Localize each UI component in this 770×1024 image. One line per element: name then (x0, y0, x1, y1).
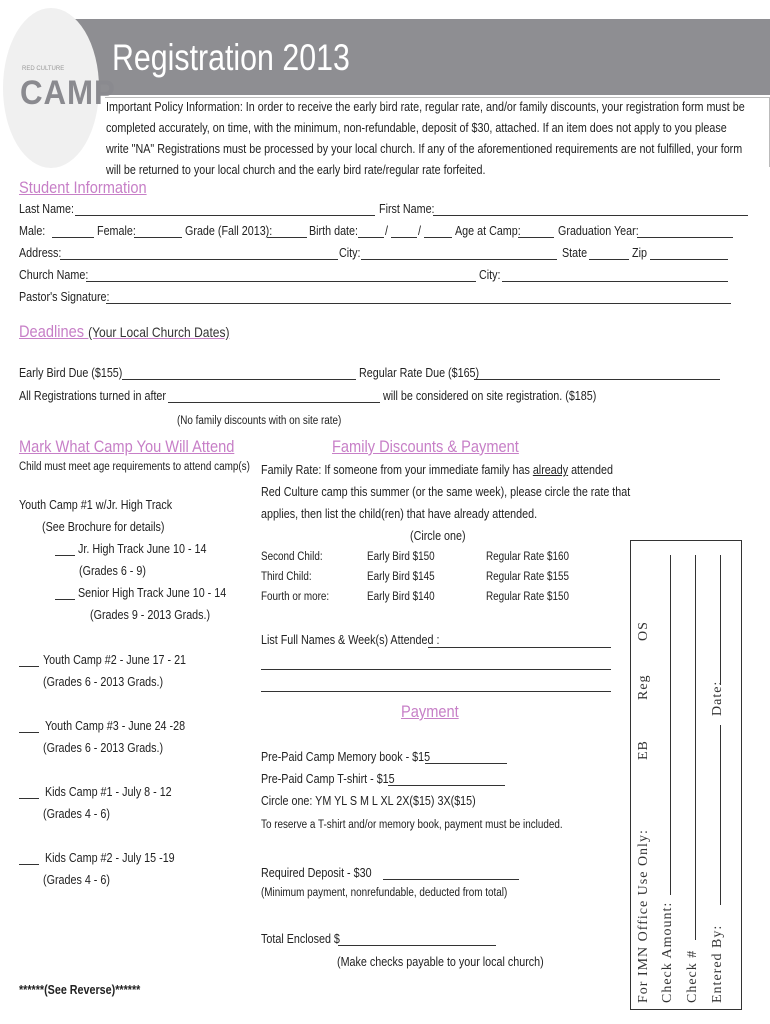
graduation-year-field[interactable] (637, 237, 733, 238)
city-label: City: (339, 246, 361, 260)
all-after-label: All Registrations turned in after (19, 389, 166, 403)
payment-heading: Payment (401, 702, 459, 721)
grade-label: Grade (Fall 2013): (185, 224, 273, 238)
entered-by-field[interactable] (720, 725, 721, 905)
entered-by-label: Entered By: (710, 924, 725, 1003)
student-info-heading: Student Information (19, 178, 147, 197)
youth-camp-2-grades: (Grades 6 - 2013 Grads.) (43, 675, 164, 689)
last-name-label: Last Name: (19, 202, 74, 216)
last-name-field[interactable] (75, 215, 375, 216)
youth-camp-3-label: Youth Camp #3 - June 24 -28 (45, 719, 186, 733)
youth-camp-2-checkbox[interactable] (19, 666, 39, 667)
church-name-label: Church Name: (19, 268, 89, 282)
birth-month-field[interactable] (358, 237, 384, 238)
graduation-year-label: Graduation Year: (558, 224, 639, 238)
first-name-label: First Name: (379, 202, 435, 216)
deadlines-subheading: (Your Local Church Dates) (88, 324, 230, 340)
kids-camp-2-checkbox[interactable] (19, 864, 39, 865)
office-use-label: For IMN Office Use Only: (636, 829, 651, 1003)
kids-camp-2-grades: (Grades 4 - 6) (43, 873, 110, 887)
third-child-label: Third Child: (261, 571, 312, 583)
birth-slash-2: / (418, 224, 421, 238)
deposit-field[interactable] (383, 879, 519, 880)
early-bird-label: Early Bird Due ($155) (19, 366, 123, 380)
family-discounts-heading: Family Discounts & Payment (332, 437, 519, 456)
circle-one-note: (Circle one) (410, 529, 466, 543)
policy-text: Important Policy Information: In order to receive the early bird rate, regular rate, and/or family discounts, your registration form must be completed accurately, on time, with the minimum, non-refundable, deposit of $30, attached. If an item does not apply to you please write "NA" Registrations must be processed by your local church. If any of the aforementioned requirements are not fulfilled, your form will be returned to your local church and the early bird rate/regular rate forfeited. (106, 100, 745, 177)
reg-label: Reg (636, 674, 651, 700)
deadlines-heading-text: Deadlines (19, 322, 85, 341)
age-at-camp-label: Age at Camp: (455, 224, 521, 238)
eb-label: EB (636, 740, 651, 760)
camp-logo: CAMP (20, 74, 116, 112)
date-field[interactable] (720, 555, 721, 685)
family-rate-text-1 (261, 463, 613, 478)
deposit-note: (Minimum payment, nonrefundable, deducted from total) (261, 887, 508, 899)
camps-heading: Mark What Camp You Will Attend (19, 437, 235, 456)
grade-field[interactable] (267, 237, 307, 238)
brochure-note: (See Brochure for details) (42, 520, 165, 534)
family-rate-text-1b: attended (568, 463, 613, 477)
kids-camp-1-checkbox[interactable] (19, 798, 39, 799)
page-title: Registration 2013 (112, 37, 350, 78)
deadlines-heading (19, 322, 230, 342)
birth-slash-1: / (385, 224, 388, 238)
fourth-child-early-rate[interactable]: Early Bird $140 (367, 591, 435, 603)
birth-date-label: Birth date: (309, 224, 359, 238)
total-enclosed-field[interactable] (338, 945, 496, 946)
address-field[interactable] (60, 259, 338, 260)
senior-high-label: Senior High Track June 10 - 14 (78, 586, 227, 600)
date-label: Date: (710, 680, 725, 716)
family-rate-text-2: Red Culture camp this summer (or the same week), please circle the rate that (261, 485, 631, 499)
pastor-signature-field[interactable] (106, 303, 731, 304)
third-child-regular-rate[interactable]: Regular Rate $155 (486, 571, 570, 583)
female-field[interactable] (134, 237, 182, 238)
memory-book-field[interactable] (425, 763, 507, 764)
youth-camp-3-grades: (Grades 6 - 2013 Grads.) (43, 741, 164, 755)
no-family-note: (No family discounts with on site rate) (177, 415, 342, 427)
names-field-1[interactable] (428, 647, 611, 648)
church-city-field[interactable] (502, 281, 728, 282)
second-child-early-rate[interactable]: Early Bird $150 (367, 551, 435, 563)
senior-high-grades: (Grades 9 - 2013 Grads.) (90, 608, 211, 622)
early-bird-date-field[interactable] (122, 379, 356, 380)
age-requirement-note: Child must meet age requirements to attend camp(s) (19, 461, 250, 473)
pastor-signature-label: Pastor's Signature: (19, 290, 110, 304)
kids-camp-1-grades: (Grades 4 - 6) (43, 807, 110, 821)
fourth-child-label: Fourth or more: (261, 591, 330, 603)
fourth-child-regular-rate[interactable]: Regular Rate $150 (486, 591, 570, 603)
family-rate-already: already (532, 463, 569, 477)
tshirt-label: Pre-Paid Camp T-shirt - $15 (261, 772, 395, 786)
names-field-3[interactable] (261, 691, 611, 692)
zip-field[interactable] (650, 259, 728, 260)
regular-rate-date-field[interactable] (474, 379, 720, 380)
second-child-label: Second Child: (261, 551, 323, 563)
check-number-field[interactable] (695, 555, 696, 940)
logo-tagline: RED CULTURE (22, 66, 65, 72)
onsite-date-field[interactable] (168, 402, 380, 403)
church-name-field[interactable] (86, 281, 476, 282)
memory-book-label: Pre-Paid Camp Memory book - $15 (261, 750, 431, 764)
list-names-label: List Full Names & Week(s) Attended : (261, 633, 440, 647)
church-city-label: City: (479, 268, 501, 282)
state-label: State (562, 246, 588, 260)
jr-high-label: Jr. High Track June 10 - 14 (78, 542, 207, 556)
onsite-label: will be considered on site registration. ($185) (383, 389, 597, 403)
deposit-label: Required Deposit - $30 (261, 866, 372, 880)
kids-camp-2-label: Kids Camp #2 - July 15 -19 (45, 851, 175, 865)
female-label: Female: (97, 224, 136, 238)
total-enclosed-label: Total Enclosed $ (261, 932, 340, 946)
birth-day-field[interactable] (391, 237, 417, 238)
youth-camp-3-checkbox[interactable] (19, 732, 39, 733)
payable-note: (Make checks payable to your local church) (337, 955, 544, 969)
birth-year-field[interactable] (424, 237, 452, 238)
third-child-early-rate[interactable]: Early Bird $145 (367, 571, 435, 583)
jr-high-checkbox[interactable] (55, 555, 75, 556)
age-at-camp-field[interactable] (518, 237, 554, 238)
names-field-2[interactable] (261, 669, 611, 670)
male-field[interactable] (52, 237, 94, 238)
address-label: Address: (19, 246, 62, 260)
jr-high-grades: (Grades 6 - 9) (79, 564, 146, 578)
family-rate-text-1a: Family Rate: If someone from your immediate family has (261, 463, 533, 477)
tshirt-field[interactable] (388, 785, 505, 786)
see-reverse-note: ******(See Reverse)****** (19, 983, 141, 997)
tshirt-size-options[interactable]: Circle one: YM YL S M L XL 2X($15) 3X($15) (261, 794, 476, 808)
family-rate-text-3: applies, then list the child(ren) that have already attended. (261, 507, 538, 521)
first-name-field[interactable] (433, 215, 748, 216)
os-label: OS (636, 621, 651, 641)
check-number-label: Check # (685, 949, 700, 1003)
second-child-regular-rate[interactable]: Regular Rate $160 (486, 551, 570, 563)
zip-label: Zip (632, 246, 647, 260)
state-field[interactable] (589, 259, 629, 260)
regular-rate-label: Regular Rate Due ($165) (359, 366, 480, 380)
youth-camp-2-label: Youth Camp #2 - June 17 - 21 (43, 653, 187, 667)
male-label: Male: (19, 224, 46, 238)
city-field[interactable] (361, 259, 557, 260)
check-amount-field[interactable] (670, 555, 671, 895)
kids-camp-1-label: Kids Camp #1 - July 8 - 12 (45, 785, 172, 799)
senior-high-checkbox[interactable] (55, 599, 75, 600)
check-amount-label: Check Amount: (660, 901, 675, 1003)
youth-camp-1-label: Youth Camp #1 w/Jr. High Track (19, 498, 173, 512)
reserve-note: To reserve a T-shirt and/or memory book, payment must be included. (261, 819, 563, 831)
